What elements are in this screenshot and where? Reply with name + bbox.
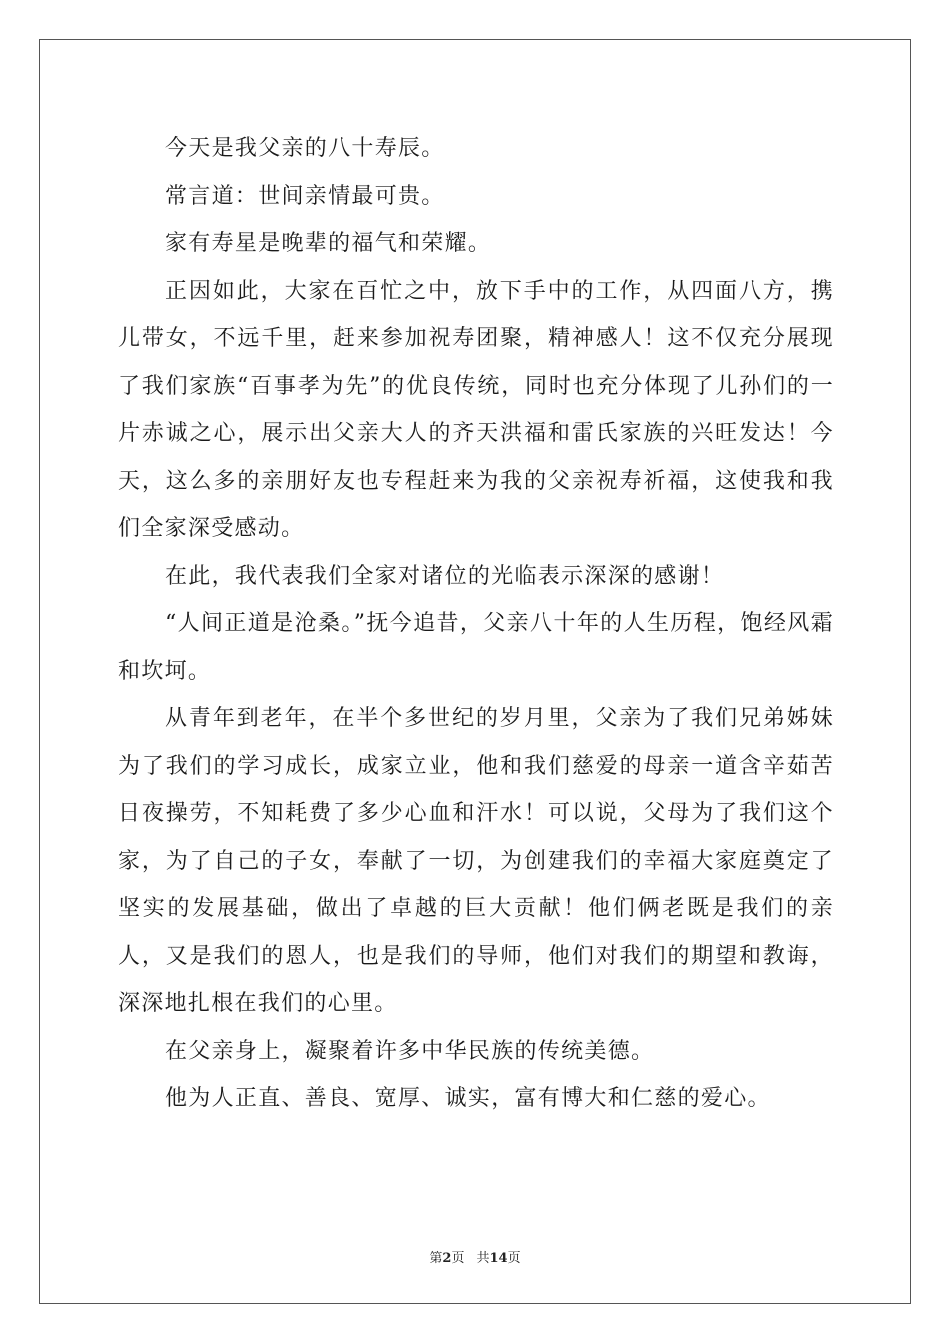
document-body [118,125,834,1123]
total-suffix: 页 [507,1251,521,1266]
page-prefix: 第 [429,1251,443,1266]
paragraph: “人间正道是沧桑。”抚今追昔，父亲八十年的人生历程，饱经风霜和坎坷。 [118,611,834,684]
paragraph: 在此，我代表我们全家对诸位的光临表示深深的感谢！ [165,563,725,589]
paragraph: 在父亲身上，凝聚着许多中华民族的传统美德。 [165,1038,655,1064]
paragraph: 今天是我父亲的八十寿辰。 [165,136,445,161]
page-suffix: 页 [451,1251,465,1266]
page-current: 2 [442,1251,452,1266]
paragraph: 常言道：世间亲情最可贵。 [165,183,445,209]
total-prefix: 共 [476,1251,490,1266]
paragraph: 从青年到老年，在半个多世纪的岁月里，父亲为了我们兄弟姊妹为了我们的学习成长，成家立业，他和我们慈爱的母亲一道含辛茹苦日夜操劳，不知耗费了多少心血和汗水！可以说，父母为了我们这个家，为了自己的子女，奉献了一切，为创建我们的幸福大家庭奠定了坚实的发展基础，做出了卓越的巨大贡献！他们俩老既是我们的亲人，又是我们的恩人，也是我们的导师，他们对我们的期望和教诲，深深地扎根在我们的心里。 [118,706,834,1016]
paragraph: 家有寿星是晚辈的福气和荣耀。 [165,231,492,256]
paragraph: 他为人正直、善良、宽厚、诚实，富有博大和仁慈的爱心。 [165,1086,771,1111]
page-total: 14 [489,1251,508,1266]
page-footer [0,1247,950,1266]
paragraph: 正因如此，大家在百忙之中，放下手中的工作，从四面八方，携儿带女，不远千里，赶来参加祝寿团聚，精神感人！这不仅充分展现了我们家族“百事孝为先”的优良传统，同时也充分体现了儿孙们的一片赤诚之心，展示出父亲大人的齐天洪福和雷氏家族的兴旺发达！今天，这么多的亲朋好友也专程赶来为我的父亲祝寿祈福，这使我和我们全家深受感动。 [118,278,834,541]
